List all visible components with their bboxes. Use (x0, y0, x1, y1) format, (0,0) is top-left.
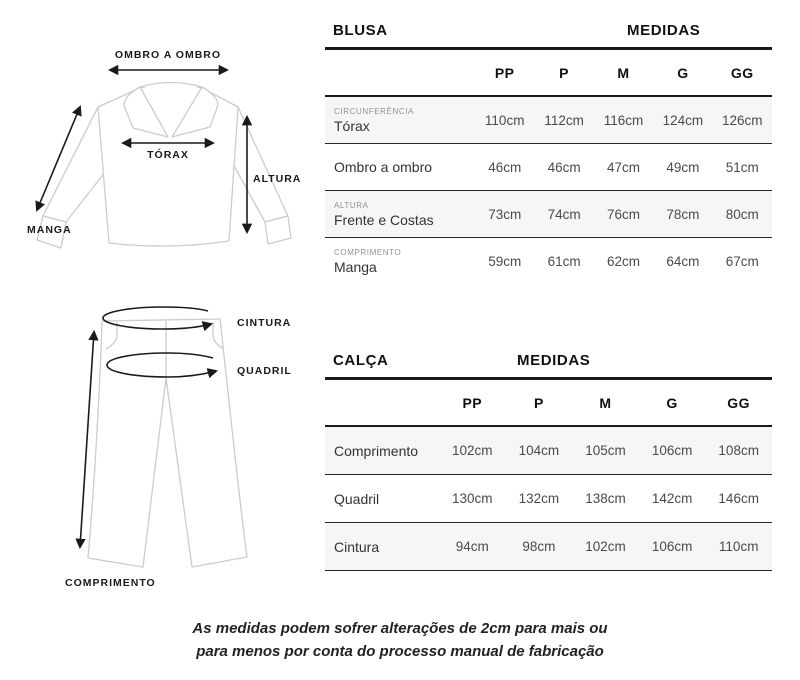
cell-value: 130cm (452, 491, 493, 506)
cell-value: 106cm (651, 443, 693, 458)
table-row-comprimento (325, 427, 772, 475)
shoulder-label: OMBRO A OMBRO (114, 49, 222, 61)
row-label-altura (325, 201, 475, 228)
calca-size-table (325, 343, 772, 571)
row-label-comprimento (325, 443, 439, 459)
blusa-size-table (325, 13, 772, 284)
row-main-label: Comprimento (334, 442, 419, 459)
row-label-manga (325, 248, 475, 275)
cell-value: 46cm (488, 159, 522, 175)
cell-value: 138cm (585, 491, 626, 506)
cell-value: 80cm (725, 206, 759, 222)
size-header-pp: PP (494, 64, 515, 81)
table-row-manga (325, 238, 772, 284)
cell-value: 61cm (547, 253, 581, 269)
length-label: COMPRIMENTO (65, 577, 156, 589)
table-row-cintura (325, 523, 772, 571)
shirt-measurement-diagram (10, 10, 320, 285)
size-header-m: M (617, 64, 630, 81)
blusa-medidas-label: MEDIDAS (627, 22, 701, 39)
cell-value: 98cm (522, 539, 556, 554)
cell-value: 78cm (666, 206, 700, 222)
cell-value: 62cm (606, 253, 640, 269)
cell-value: 112cm (544, 112, 584, 128)
calca-medidas-label: MEDIDAS (517, 352, 591, 369)
cell-value: 106cm (651, 539, 693, 554)
cell-value: 126cm (722, 112, 763, 128)
cell-value: 49cm (666, 159, 700, 175)
row-main-label: Frente e Costas (334, 211, 434, 228)
cell-value: 132cm (518, 491, 560, 506)
cell-value: 146cm (718, 491, 759, 506)
size-header-gg: GG (727, 394, 751, 411)
cell-value: 110cm (718, 539, 759, 554)
size-header-g: G (666, 394, 678, 411)
row-main-label: Tórax (334, 117, 370, 134)
cell-value: 76cm (606, 206, 640, 222)
height-label: ALTURA (253, 173, 302, 185)
row-main-label: Quadril (334, 490, 380, 507)
row-label-torax (325, 107, 475, 134)
row-label-ombro (325, 159, 475, 175)
size-header-g: G (677, 64, 689, 81)
row-sublabel: ALTURA (334, 200, 369, 210)
row-main-label: Ombro a ombro (334, 159, 433, 175)
cell-value: 110cm (484, 112, 525, 128)
disclaimer-line-1: As medidas podem sofrer alterações de 2cm para mais ou (192, 620, 608, 637)
hip-label: QUADRIL (237, 365, 292, 377)
cell-value: 104cm (518, 443, 560, 458)
size-header-pp: PP (462, 394, 483, 411)
cell-value: 47cm (606, 159, 640, 175)
pants-diagram-svg (10, 290, 320, 600)
disclaimer-line-2: para menos por conta do processo manual de fabricação (196, 643, 604, 660)
size-header-gg: GG (730, 64, 754, 81)
cell-value: 108cm (718, 443, 759, 458)
table-row-altura (325, 191, 772, 238)
calca-title: CALÇA (333, 352, 389, 369)
cell-value: 102cm (452, 443, 493, 458)
cell-value: 102cm (585, 539, 626, 554)
cell-value: 73cm (488, 206, 522, 222)
calca-sizes-row (325, 380, 772, 427)
cell-value: 105cm (585, 443, 626, 458)
row-sublabel: CIRCUNFERÊNCIA (334, 106, 414, 116)
pants-outline (88, 319, 247, 567)
cell-value: 124cm (662, 112, 704, 128)
table-row-torax (325, 97, 772, 144)
pants-measurement-diagram (10, 290, 320, 605)
table-row-ombro (325, 144, 772, 191)
disclaimer-note (0, 617, 800, 663)
cell-value: 64cm (666, 253, 700, 269)
size-header-p: P (559, 64, 570, 81)
cell-value: 46cm (547, 159, 581, 175)
blusa-table-header (325, 13, 772, 50)
cell-value: 67cm (725, 253, 759, 269)
blusa-sizes-row (325, 50, 772, 97)
blusa-title: BLUSA (333, 22, 388, 39)
shirt-outline (37, 83, 291, 249)
size-header-p: P (533, 394, 544, 411)
table-row-quadril (325, 475, 772, 523)
cell-value: 74cm (547, 206, 581, 222)
row-label-cintura (325, 539, 439, 555)
row-label-quadril (325, 491, 439, 507)
row-sublabel: COMPRIMENTO (334, 247, 402, 257)
shirt-diagram-svg (10, 10, 320, 280)
row-main-label: Manga (334, 258, 377, 275)
cell-value: 142cm (651, 491, 693, 506)
sleeve-label: MANGA (27, 224, 72, 236)
calca-table-header (325, 343, 772, 380)
waist-label: CINTURA (237, 317, 292, 329)
cell-value: 116cm (603, 112, 644, 128)
size-header-m: M (599, 394, 612, 411)
row-main-label: Cintura (334, 538, 380, 555)
cell-value: 94cm (455, 539, 489, 554)
chest-label: TÓRAX (147, 149, 189, 161)
cell-value: 59cm (488, 253, 522, 269)
cell-value: 51cm (725, 159, 759, 175)
